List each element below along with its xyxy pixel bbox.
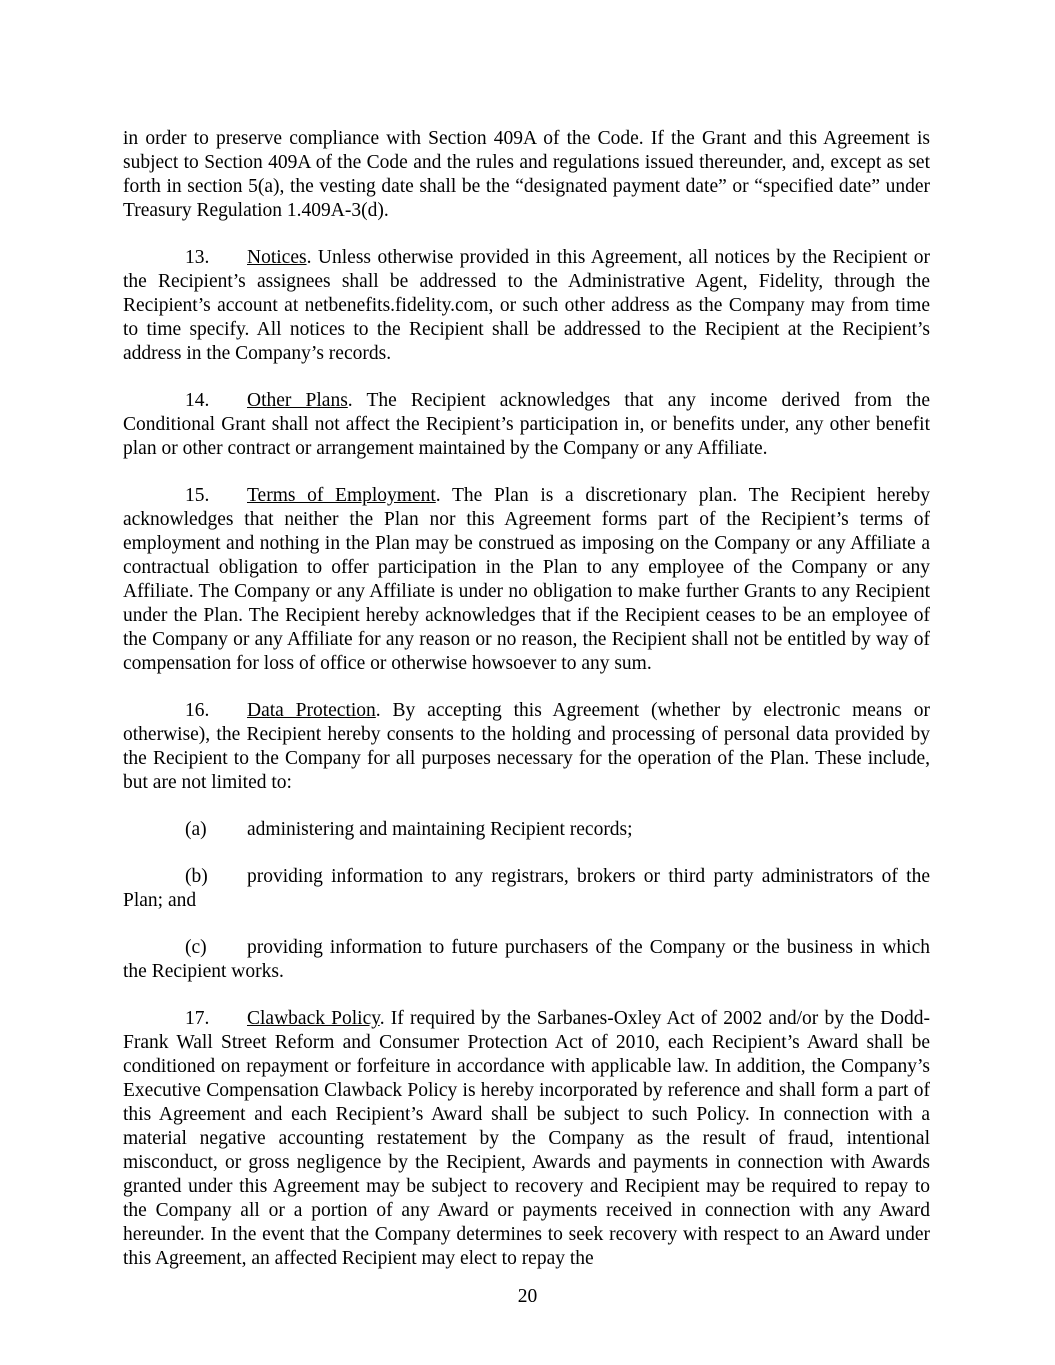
section-14-body: . The Recipient acknowledges that any income derived from the Conditional Grant shall not affect the Recipient’s participation in, or benefits under, any other benefit plan or other contract or arrangement maintained by the Company or any Affiliate.: [123, 390, 931, 459]
list-item-b-label: (b): [185, 866, 208, 887]
list-item-c-text: providing information to future purchasers of the Company or the business in which the Recipient works.: [123, 937, 930, 982]
section-15-body: . The Plan is a discretionary plan. The Recipient hereby acknowledges that neither the Plan nor this Agreement forms part of the Recipient’s terms of employment and nothing in the Plan may be construed as imposing on the Company or any Affiliate a contractual obligation to offer participation in the Plan to any employee of the Company or any Affiliate. The Company or any Affiliate is under no obligation to make further Grants to any Recipient under the Plan. The Recipient hereby acknowledges that if the Recipient ceases to be an employee of the Company or any Affiliate for any reason or no reason, the Recipient shall not be entitled by way of compensation for loss of office or otherwise howsoever to any sum.: [123, 485, 931, 674]
section-17-body: . If required by the Sarbanes-Oxley Act of 2002 and/or by the Dodd-Frank Wall Street Reform and Consumer Protection Act of 2010, each Recipient’s Award shall be conditioned on repayment or forfeiture in accordance with applicable law. In addition, the Company’s Executive Compensation Clawback Policy is hereby incorporated by reference and shall form a part of this Agreement and each Recipient’s Award shall be subject to such Policy. In connection with a material negative accounting restatement by the Company as the result of fraud, intentional misconduct, or gross negligence by the Recipient, Awards and payments in connection with Awards granted under this Agreement may be subject to recovery and Recipient may be required to repay to the Company all or a portion of any Award or payments received in connection with any Award hereunder. In the event that the Company determines to seek recovery with respect to an Award under this Agreement, an affected Recipient may elect to repay the: [123, 1008, 930, 1269]
section-15-number: 15.: [185, 485, 210, 506]
section-13-heading: Notices: [247, 247, 307, 268]
section-15-heading: Terms of Employment: [247, 485, 436, 506]
section-17-heading: Clawback Policy: [247, 1008, 380, 1029]
list-item-b: [123, 865, 930, 913]
list-item-a: [123, 818, 930, 842]
section-13-body: . Unless otherwise provided in this Agreement, all notices by the Recipient or the Recipient’s assignees shall be addressed to the Administrative Agent, Fidelity, through the Recipient’s account at netbenefits.fidelity.com, or such other address as the Company may from time to time specify. All notices to the Recipient shall be addressed to the Recipient at the Recipient’s address in the Company’s records.: [123, 247, 930, 364]
section-17-number: 17.: [185, 1008, 210, 1029]
section-13-paragraph: [123, 246, 930, 366]
section-17-paragraph: [123, 1007, 930, 1271]
section-16-number: 16.: [185, 700, 210, 721]
list-item-c: [123, 936, 930, 984]
continuation-paragraph: [123, 127, 930, 223]
section-16-body: . By accepting this Agreement (whether by electronic means or otherwise), the Recipient hereby consents to the holding and processing of personal data provided by the Recipient to the Company for all purposes necessary for the operation of the Plan. These include, but are not limited to:: [123, 700, 930, 793]
continuation-paragraph-text: in order to preserve compliance with Section 409A of the Code. If the Grant and this Agreement is subject to Section 409A of the Code and the rules and regulations issued thereunder, and, except as set forth in section 5(a), the vesting date shall be the “designated payment date” or “specified date” under Treasury Regulation 1.409A-3(d).: [123, 128, 930, 221]
section-16-paragraph: [123, 699, 930, 795]
list-item-b-text: providing information to any registrars, brokers or third party administrators of the Plan; and: [123, 866, 930, 911]
section-14-heading: Other Plans: [247, 390, 348, 411]
section-14-number: 14.: [185, 390, 210, 411]
list-item-c-label: (c): [185, 937, 207, 958]
section-15-paragraph: [123, 484, 930, 676]
list-item-a-label: (a): [185, 819, 207, 840]
section-14-paragraph: [123, 389, 930, 461]
page-number: 20: [517, 1286, 538, 1307]
list-item-a-text: administering and maintaining Recipient records;: [247, 819, 633, 840]
section-16-heading: Data Protection: [247, 700, 376, 721]
section-13-number: 13.: [185, 247, 210, 268]
